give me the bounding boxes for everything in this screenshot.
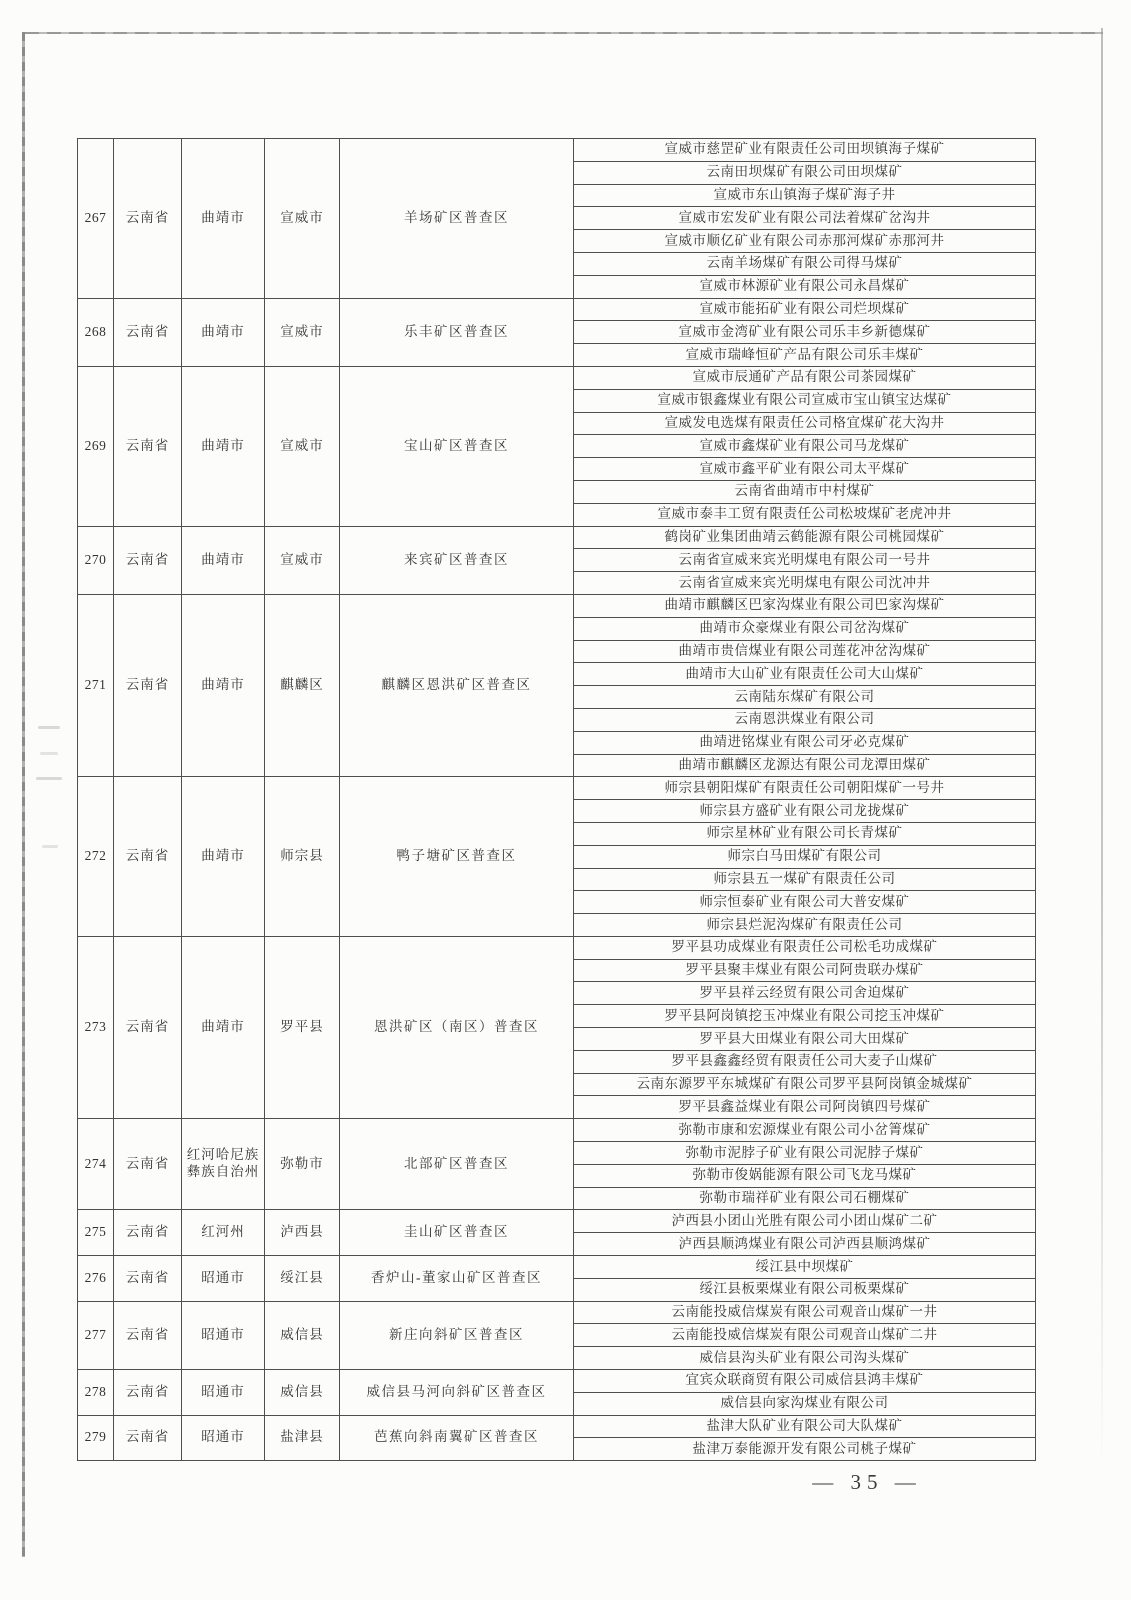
city-cell: 昭通市: [182, 1415, 265, 1461]
mine-name-cell: 宣威市慈罡矿业有限责任公司田坝镇海子煤矿: [574, 139, 1036, 162]
row-number-cell: 272: [78, 777, 114, 937]
table-row: [78, 1119, 1036, 1142]
city-cell: 昭通市: [182, 1301, 265, 1369]
row-number-cell: 267: [78, 139, 114, 299]
table-row: [78, 777, 1036, 800]
mine-name-cell: 罗平县鑫鑫经贸有限责任公司大麦子山煤矿: [574, 1050, 1036, 1073]
mine-name-cell: 罗平县祥云经贸有限公司舍迫煤矿: [574, 982, 1036, 1005]
province-cell: 云南省: [114, 1301, 182, 1369]
county-cell: 罗平县: [265, 936, 340, 1118]
row-number-cell: 279: [78, 1415, 114, 1461]
city-cell: 曲靖市: [182, 777, 265, 937]
city-cell: 昭通市: [182, 1256, 265, 1302]
scan-edge-right: [1101, 28, 1103, 1468]
mine-name-cell: 曲靖市众豪煤业有限公司岔沟煤矿: [574, 617, 1036, 640]
province-cell: 云南省: [114, 777, 182, 937]
city-cell: 曲靖市: [182, 526, 265, 594]
row-number-cell: 269: [78, 366, 114, 526]
row-number-cell: 273: [78, 936, 114, 1118]
scan-smudge: [38, 726, 60, 729]
mine-name-cell: 泸西县顺鸿煤业有限公司泸西县顺鸿煤矿: [574, 1233, 1036, 1256]
mine-name-cell: 曲靖市麒麟区龙源达有限公司龙潭田煤矿: [574, 754, 1036, 777]
scan-smudge: [36, 777, 62, 780]
table-row: [78, 936, 1036, 959]
page-number: — 35 —: [812, 1470, 922, 1494]
mine-name-cell: 宣威市能拓矿业有限公司烂坝煤矿: [574, 298, 1036, 321]
county-cell: 弥勒市: [265, 1119, 340, 1210]
mine-name-cell: 师宗县烂泥沟煤矿有限责任公司: [574, 914, 1036, 937]
survey-area-cell: 恩洪矿区（南区）普查区: [340, 936, 574, 1118]
row-number-cell: 271: [78, 594, 114, 776]
city-cell: 曲靖市: [182, 139, 265, 299]
mine-name-cell: 云南陆东煤矿有限公司: [574, 686, 1036, 709]
row-number-cell: 278: [78, 1370, 114, 1416]
mine-name-cell: 师宗恒泰矿业有限公司大普安煤矿: [574, 891, 1036, 914]
survey-area-cell: 鸭子塘矿区普查区: [340, 777, 574, 937]
mine-name-cell: 罗平县大田煤业有限公司大田煤矿: [574, 1028, 1036, 1051]
mine-name-cell: 鹤岗矿业集团曲靖云鹤能源有限公司桃园煤矿: [574, 526, 1036, 549]
province-cell: 云南省: [114, 1119, 182, 1210]
city-cell: 曲靖市: [182, 936, 265, 1118]
county-cell: 宣威市: [265, 366, 340, 526]
mine-name-cell: 云南省宣威来宾光明煤电有限公司沈冲井: [574, 572, 1036, 595]
province-cell: 云南省: [114, 1415, 182, 1461]
mine-name-cell: 泸西县小团山光胜有限公司小团山煤矿二矿: [574, 1210, 1036, 1233]
county-cell: 宣威市: [265, 526, 340, 594]
county-cell: 绥江县: [265, 1256, 340, 1302]
survey-area-cell: 乐丰矿区普查区: [340, 298, 574, 366]
mine-name-cell: 绥江县中坝煤矿: [574, 1256, 1036, 1279]
county-cell: 宣威市: [265, 298, 340, 366]
mine-name-cell: 宣威市瑞峰恒矿产品有限公司乐丰煤矿: [574, 344, 1036, 367]
mine-name-cell: 宣威市鑫煤矿业有限公司马龙煤矿: [574, 435, 1036, 458]
table-row: [78, 139, 1036, 162]
mine-name-cell: 宣威市东山镇海子煤矿海子井: [574, 184, 1036, 207]
table-row: [78, 298, 1036, 321]
mine-name-cell: 弥勒市俊娲能源有限公司飞龙马煤矿: [574, 1164, 1036, 1187]
province-cell: 云南省: [114, 594, 182, 776]
mine-name-cell: 宣威市泰丰工贸有限责任公司松坡煤矿老虎冲井: [574, 503, 1036, 526]
table-row: [78, 594, 1036, 617]
survey-area-cell: 芭蕉向斜南翼矿区普查区: [340, 1415, 574, 1461]
survey-area-cell: 麒麟区恩洪矿区普查区: [340, 594, 574, 776]
county-cell: 威信县: [265, 1370, 340, 1416]
county-cell: 师宗县: [265, 777, 340, 937]
mine-name-cell: 盐津万泰能源开发有限公司桃子煤矿: [574, 1438, 1036, 1461]
mine-name-cell: 曲靖市麒麟区巴家沟煤业有限公司巴家沟煤矿: [574, 594, 1036, 617]
county-cell: 盐津县: [265, 1415, 340, 1461]
province-cell: 云南省: [114, 366, 182, 526]
coal-mine-table: [77, 138, 1036, 1461]
mine-name-cell: 绥江县板栗煤业有限公司板栗煤矿: [574, 1278, 1036, 1301]
mine-name-cell: 云南东源罗平东城煤矿有限公司罗平县阿岗镇金城煤矿: [574, 1073, 1036, 1096]
mine-name-cell: 盐津大队矿业有限公司大队煤矿: [574, 1415, 1036, 1438]
mine-name-cell: 云南恩洪煤业有限公司: [574, 708, 1036, 731]
mine-name-cell: 罗平县鑫益煤业有限公司阿岗镇四号煤矿: [574, 1096, 1036, 1119]
mine-name-cell: 云南省宣威来宾光明煤电有限公司一号井: [574, 549, 1036, 572]
mine-name-cell: 云南能投威信煤炭有限公司观音山煤矿二井: [574, 1324, 1036, 1347]
row-number-cell: 275: [78, 1210, 114, 1256]
survey-area-cell: 来宾矿区普查区: [340, 526, 574, 594]
survey-area-cell: 北部矿区普查区: [340, 1119, 574, 1210]
table-row: [78, 1370, 1036, 1393]
scan-edge-left: [22, 32, 25, 1557]
city-cell: 曲靖市: [182, 594, 265, 776]
mine-name-cell: 云南省曲靖市中村煤矿: [574, 480, 1036, 503]
province-cell: 云南省: [114, 526, 182, 594]
survey-area-cell: 香炉山-董家山矿区普查区: [340, 1256, 574, 1302]
mine-name-cell: 师宗白马田煤矿有限公司: [574, 845, 1036, 868]
survey-area-cell: 圭山矿区普查区: [340, 1210, 574, 1256]
city-cell: 红河州: [182, 1210, 265, 1256]
mine-name-cell: 威信县沟头矿业有限公司沟头煤矿: [574, 1347, 1036, 1370]
county-cell: 宣威市: [265, 139, 340, 299]
scan-smudge: [42, 845, 58, 848]
row-number-cell: 274: [78, 1119, 114, 1210]
mine-name-cell: 云南羊场煤矿有限公司得马煤矿: [574, 252, 1036, 275]
table-row: [78, 1415, 1036, 1438]
scan-smudge: [40, 752, 58, 755]
mine-name-cell: 宣威市金湾矿业有限公司乐丰乡新德煤矿: [574, 321, 1036, 344]
mine-name-cell: 宣威市宏发矿业有限公司法着煤矿岔沟井: [574, 207, 1036, 230]
row-number-cell: 268: [78, 298, 114, 366]
mine-name-cell: 曲靖进铭煤业有限公司牙必克煤矿: [574, 731, 1036, 754]
scan-edge-top: [25, 32, 1103, 34]
mine-name-cell: 师宗县方盛矿业有限公司龙拢煤矿: [574, 800, 1036, 823]
table-row: [78, 1210, 1036, 1233]
table-row: [78, 526, 1036, 549]
mine-name-cell: 弥勒市泥脖子矿业有限公司泥脖子煤矿: [574, 1142, 1036, 1165]
province-cell: 云南省: [114, 1370, 182, 1416]
province-cell: 云南省: [114, 1210, 182, 1256]
province-cell: 云南省: [114, 298, 182, 366]
mine-name-cell: 云南能投威信煤炭有限公司观音山煤矿一井: [574, 1301, 1036, 1324]
city-cell: 红河哈尼族彝族自治州: [182, 1119, 265, 1210]
province-cell: 云南省: [114, 139, 182, 299]
row-number-cell: 276: [78, 1256, 114, 1302]
mine-name-cell: 宜宾众联商贸有限公司威信县鸿丰煤矿: [574, 1370, 1036, 1393]
mine-name-cell: 宣威市顺亿矿业有限公司赤那河煤矿赤那河井: [574, 230, 1036, 253]
table-row: [78, 366, 1036, 389]
county-cell: 麒麟区: [265, 594, 340, 776]
mine-name-cell: 罗平县功成煤业有限责任公司松毛功成煤矿: [574, 936, 1036, 959]
mine-name-cell: 威信县向家沟煤业有限公司: [574, 1392, 1036, 1415]
row-number-cell: 270: [78, 526, 114, 594]
mine-name-cell: 宣威市辰通矿产品有限公司茶园煤矿: [574, 366, 1036, 389]
mine-name-cell: 宣威市鑫平矿业有限公司太平煤矿: [574, 458, 1036, 481]
mine-name-cell: 弥勒市康和宏源煤业有限公司小岔箐煤矿: [574, 1119, 1036, 1142]
table-row: [78, 1301, 1036, 1324]
mine-name-cell: 曲靖市大山矿业有限责任公司大山煤矿: [574, 663, 1036, 686]
coal-mine-table-body: [78, 139, 1036, 1461]
mine-name-cell: 云南田坝煤矿有限公司田坝煤矿: [574, 161, 1036, 184]
mine-name-cell: 宣威市银鑫煤业有限公司宣威市宝山镇宝达煤矿: [574, 389, 1036, 412]
mine-name-cell: 师宗县朝阳煤矿有限责任公司朝阳煤矿一号井: [574, 777, 1036, 800]
row-number-cell: 277: [78, 1301, 114, 1369]
county-cell: 威信县: [265, 1301, 340, 1369]
survey-area-cell: 新庄向斜矿区普查区: [340, 1301, 574, 1369]
county-cell: 泸西县: [265, 1210, 340, 1256]
table-row: [78, 1256, 1036, 1279]
city-cell: 曲靖市: [182, 366, 265, 526]
province-cell: 云南省: [114, 1256, 182, 1302]
survey-area-cell: 宝山矿区普查区: [340, 366, 574, 526]
mine-name-cell: 师宗星林矿业有限公司长青煤矿: [574, 822, 1036, 845]
mine-name-cell: 罗平县聚丰煤业有限公司阿贵联办煤矿: [574, 959, 1036, 982]
mine-name-cell: 曲靖市贵信煤业有限公司莲花冲岔沟煤矿: [574, 640, 1036, 663]
mine-name-cell: 宣威发电选煤有限责任公司格宜煤矿花大沟井: [574, 412, 1036, 435]
city-cell: 曲靖市: [182, 298, 265, 366]
mine-name-cell: 师宗县五一煤矿有限责任公司: [574, 868, 1036, 891]
survey-area-cell: 威信县马河向斜矿区普查区: [340, 1370, 574, 1416]
mine-name-cell: 弥勒市瑞祥矿业有限公司石棚煤矿: [574, 1187, 1036, 1210]
mine-name-cell: 宣威市林源矿业有限公司永昌煤矿: [574, 275, 1036, 298]
province-cell: 云南省: [114, 936, 182, 1118]
survey-area-cell: 羊场矿区普查区: [340, 139, 574, 299]
mine-name-cell: 罗平县阿岗镇挖玉冲煤业有限公司挖玉冲煤矿: [574, 1005, 1036, 1028]
city-cell: 昭通市: [182, 1370, 265, 1416]
